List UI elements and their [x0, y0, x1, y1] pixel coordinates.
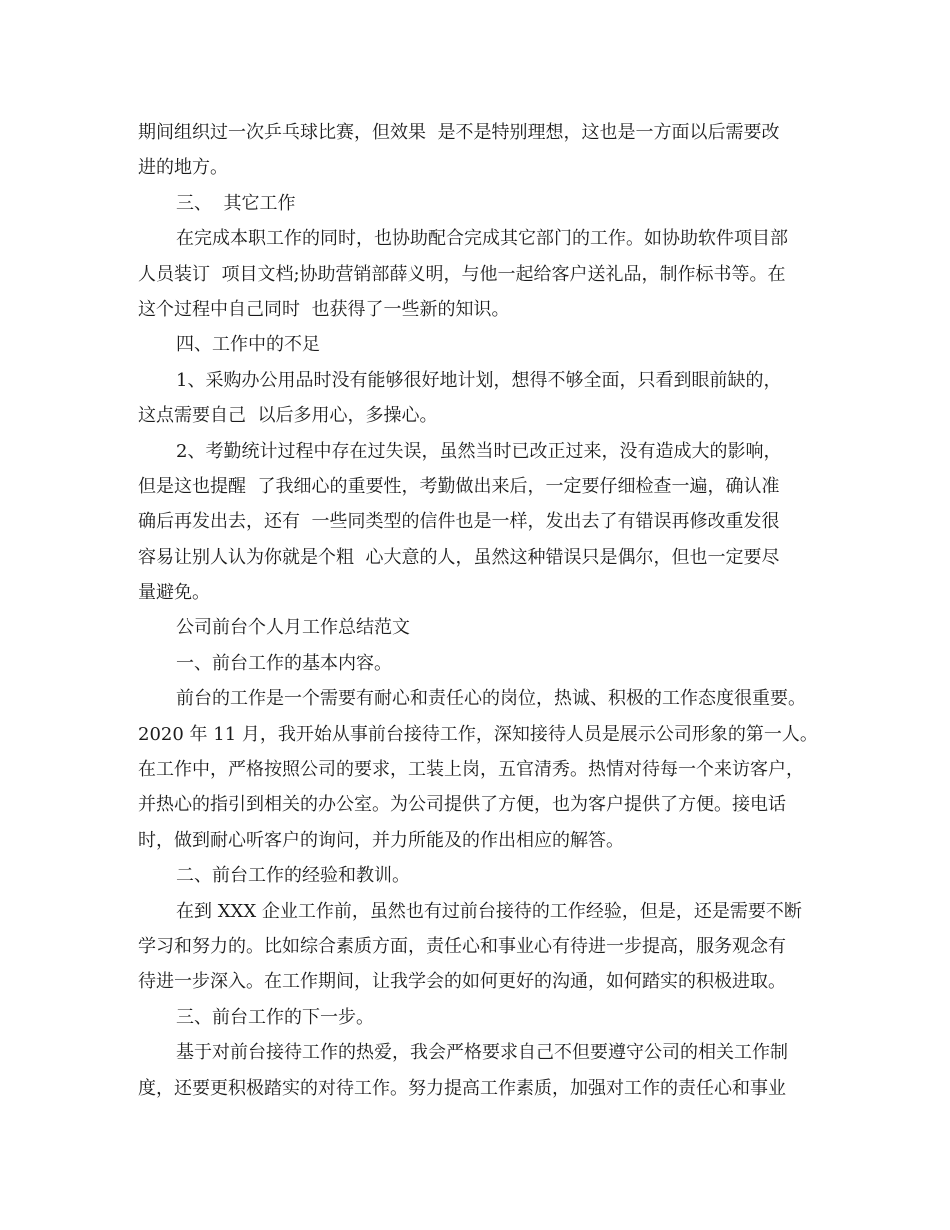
text-line: 进的地方。 [138, 157, 228, 179]
text-line: 这点需要自己 以后多用心，多操心。 [138, 405, 438, 427]
text-line: 并热心的指引到相关的办公室。为公司提供了方便，也为客户提供了方便。接电话 [138, 794, 786, 816]
document-body [138, 115, 828, 1106]
text-line: 期间组织过一次乒乓球比赛，但效果 是不是特别理想，这也是一方面以后需要改 [138, 122, 780, 143]
text-line: 2020 年 11 月，我开始从事前台接待工作，深知接待人员是展示公司形象的第一人。 [138, 723, 818, 745]
text-line: 但是这也提醒 了我细心的重要性，考勤做出来后，一定要仔细检查一遍，确认准 [138, 475, 780, 497]
text-line: 在到 XXX 企业工作前，虽然也有过前台接待的工作经验，但是，还是需要不断 [176, 900, 802, 922]
text-line: 基于对前台接待工作的热爱，我会严格要求自己不但要遵守公司的相关工作制 [176, 1042, 788, 1064]
section-heading: 四、工作中的不足 [176, 334, 320, 356]
text-line: 在工作中，严格按照公司的要求，工装上岗，五官清秀。热情对待每一个来访客户， [138, 759, 804, 781]
section-heading: 三、 其它工作 [176, 192, 296, 214]
text-line: 确后再发出去，还有 一些同类型的信件也是一样，发出去了有错误再修改重发很 [138, 511, 780, 533]
text-line: 量避免。 [138, 582, 210, 604]
text-line: 2、考勤统计过程中存在过失误，虽然当时已改正过来，没有造成大的影响， [176, 440, 782, 462]
text-line: 度，还要更积极踏实的对待工作。努力提高工作素质，加强对工作的责任心和事业 [138, 1077, 786, 1099]
text-line: 前台的工作是一个需要有耐心和责任心的岗位，热诚、积极的工作态度很重要。 [176, 688, 806, 710]
document-title: 公司前台个人月工作总结范文 [176, 617, 410, 639]
text-line: 时，做到耐心听客户的询问，并力所能及的作出相应的解答。 [138, 829, 624, 851]
text-line: 容易让别人认为你就是个粗 心大意的人，虽然这种错误只是偶尔，但也一定要尽 [138, 546, 780, 568]
section-heading: 三、前台工作的下一步。 [176, 1006, 374, 1028]
section-heading: 二、前台工作的经验和教训。 [176, 865, 410, 887]
text-line: 这个过程中自己同时 也获得了一些新的知识。 [138, 298, 510, 320]
text-line: 学习和努力的。比如综合素质方面，责任心和事业心有待进一步提高，服务观念有 [138, 935, 786, 957]
text-line: 在完成本职工作的同时，也协助配合完成其它部门的工作。如协助软件项目部 [176, 228, 788, 250]
text-line: 人员装订 项目文档;协助营销部薛义明，与他一起给客户送礼品，制作标书等。在 [138, 263, 786, 285]
text-line: 1、采购办公用品时没有能够很好地计划，想得不够全面，只看到眼前缺的， [176, 369, 782, 391]
section-heading: 一、前台工作的基本内容。 [176, 652, 392, 674]
text-line: 待进一步深入。在工作期间，让我学会的如何更好的沟通，如何踏实的积极进取。 [138, 971, 786, 993]
